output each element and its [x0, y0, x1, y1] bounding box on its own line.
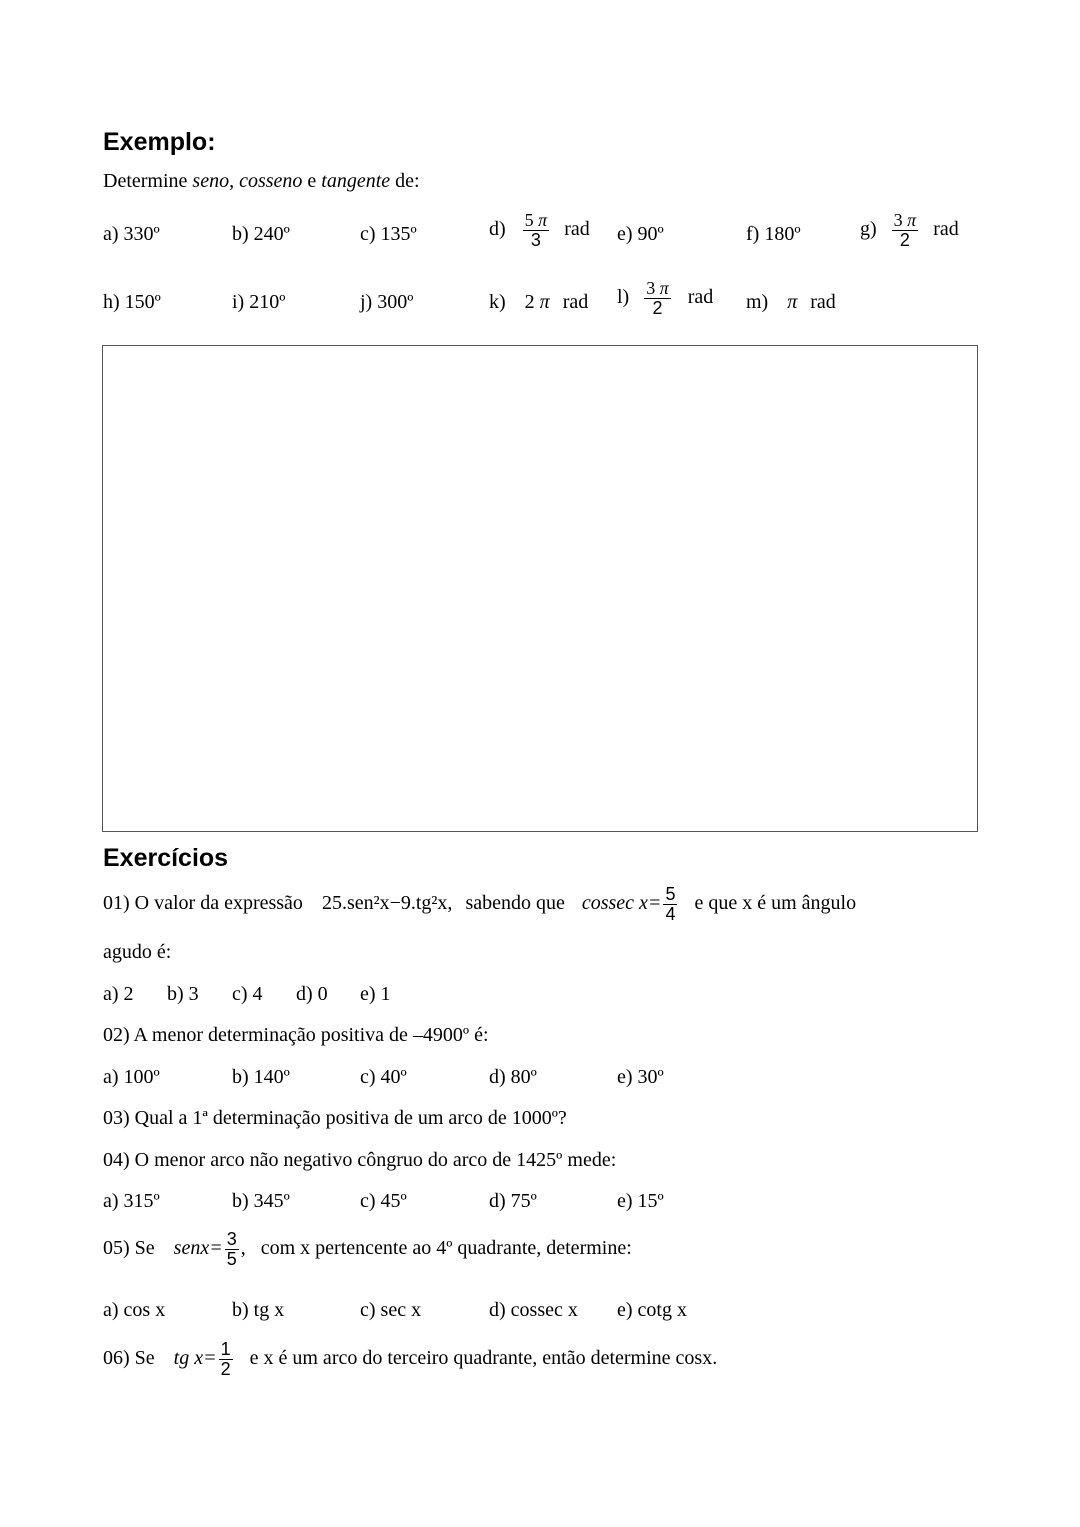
l-pi: π: [659, 278, 669, 298]
q01-pre: 01) O valor da expressão: [103, 891, 303, 914]
q01-post: e que x é um ângulo: [694, 891, 857, 914]
q01-cossec: cossec x=: [581, 891, 662, 914]
exemplo-b: b) 240º: [232, 223, 290, 245]
q02-statement: 02) A menor determinação positiva de –4900º é:: [103, 1024, 489, 1046]
exemplo-k: [489, 291, 588, 314]
intro-pre: Determine: [103, 170, 188, 192]
m-pi: π: [787, 291, 798, 313]
q05-option-d: d) cossec x: [489, 1299, 578, 1321]
q01-statement: [103, 885, 856, 924]
q05-num: 3: [226, 1229, 237, 1249]
q03-statement: 03) Qual a 1ª determinação positiva de um arco de 1000º?: [103, 1107, 567, 1129]
l-unit: rad: [687, 285, 714, 308]
q01-num: 5: [665, 884, 676, 904]
q04-statement: 04) O menor arco não negativo côngruo do arco de 1425º mede:: [103, 1149, 617, 1171]
k-label: k): [489, 291, 506, 313]
q04-option-b: b) 345º: [232, 1190, 290, 1212]
answer-box: [102, 345, 978, 832]
exercicios-heading: Exercícios: [103, 844, 229, 872]
exemplo-intro: [103, 170, 420, 193]
exemplo-d: [489, 211, 590, 250]
d-label: d): [489, 217, 506, 240]
q05-comma: ,: [240, 1236, 246, 1259]
exemplo-l: [617, 279, 713, 318]
q04-option-d: d) 75º: [489, 1190, 537, 1212]
q05-option-a: a) cos x: [103, 1299, 166, 1321]
k-pi: π: [539, 291, 550, 313]
q02-option-a: a) 100º: [103, 1066, 160, 1088]
q01-mid: sabendo que: [465, 891, 565, 914]
exemplo-a: a) 330º: [103, 223, 160, 245]
m-label: m): [746, 291, 769, 313]
k-val: 2: [524, 291, 535, 313]
q02-option-c: c) 40º: [360, 1066, 407, 1088]
exemplo-e: e) 90º: [617, 223, 664, 245]
d-unit: rad: [564, 217, 590, 240]
q05-pre: 05) Se: [103, 1236, 155, 1259]
d-num: 5: [524, 210, 534, 230]
d-den: 3: [530, 229, 541, 250]
q01-continuation: agudo é:: [103, 941, 172, 963]
exemplo-f: f) 180º: [746, 223, 801, 245]
q05-option-b: b) tg x: [232, 1299, 285, 1321]
exemplo-g: [860, 211, 959, 250]
q05-option-e: e) cotg x: [617, 1299, 687, 1321]
g-unit: rad: [933, 217, 959, 240]
q01-option-b: b) 3: [167, 983, 199, 1005]
q02-option-d: d) 80º: [489, 1066, 537, 1088]
k-unit: rad: [562, 291, 589, 313]
g-label: g): [860, 217, 877, 240]
q05-fraction: [225, 1230, 239, 1269]
q06-num: 1: [220, 1339, 231, 1359]
g-den: 2: [899, 229, 910, 250]
q05-post: com x pertencente ao 4º quadrante, determine:: [260, 1236, 632, 1259]
q06-pre: 06) Se: [103, 1346, 155, 1369]
d-fraction: [523, 211, 550, 250]
q05-option-c: c) sec x: [360, 1299, 422, 1321]
q01-option-d: d) 0: [296, 983, 328, 1005]
l-den: 2: [652, 297, 663, 318]
q06-statement: [103, 1340, 717, 1379]
intro-post: de:: [395, 170, 420, 192]
q01-expression: 25.sen²x−9.tg²x,: [321, 891, 453, 914]
g-fraction: [892, 211, 919, 250]
q02-option-e: e) 30º: [617, 1066, 664, 1088]
q01-den: 4: [665, 903, 676, 924]
exemplo-i: i) 210º: [232, 291, 286, 313]
q04-option-e: e) 15º: [617, 1190, 664, 1212]
intro-seno: seno,: [192, 170, 235, 192]
l-num: 3: [646, 278, 656, 298]
q05-den: 5: [226, 1248, 237, 1269]
q06-expression: tg x=: [173, 1346, 217, 1369]
intro-e: e: [307, 170, 317, 192]
q01-option-e: e) 1: [360, 983, 391, 1005]
q06-fraction: [219, 1340, 233, 1379]
q06-den: 2: [220, 1358, 231, 1379]
intro-tangente: tangente: [321, 170, 391, 192]
l-fraction: [644, 279, 671, 318]
q01-fraction: [663, 885, 677, 924]
l-label: l): [617, 285, 630, 308]
exemplo-j: j) 300º: [360, 291, 414, 313]
q04-option-c: c) 45º: [360, 1190, 407, 1212]
intro-cosseno: cosseno: [239, 170, 303, 192]
q04-option-a: a) 315º: [103, 1190, 160, 1212]
g-num: 3: [893, 210, 903, 230]
exemplo-c: c) 135º: [360, 223, 417, 245]
exemplo-h: h) 150º: [103, 291, 161, 313]
d-pi: π: [538, 210, 548, 230]
q01-option-c: c) 4: [232, 983, 263, 1005]
q02-option-b: b) 140º: [232, 1066, 290, 1088]
m-unit: rad: [810, 291, 836, 313]
q05-expression: senx=: [173, 1236, 223, 1259]
q06-post: e x é um arco do terceiro quadrante, então determine cosx.: [249, 1346, 718, 1369]
exemplo-heading: Exemplo:: [103, 128, 216, 156]
exemplo-m: [746, 291, 836, 314]
g-pi: π: [907, 210, 917, 230]
q01-option-a: a) 2: [103, 983, 134, 1005]
q05-statement: [103, 1230, 632, 1269]
